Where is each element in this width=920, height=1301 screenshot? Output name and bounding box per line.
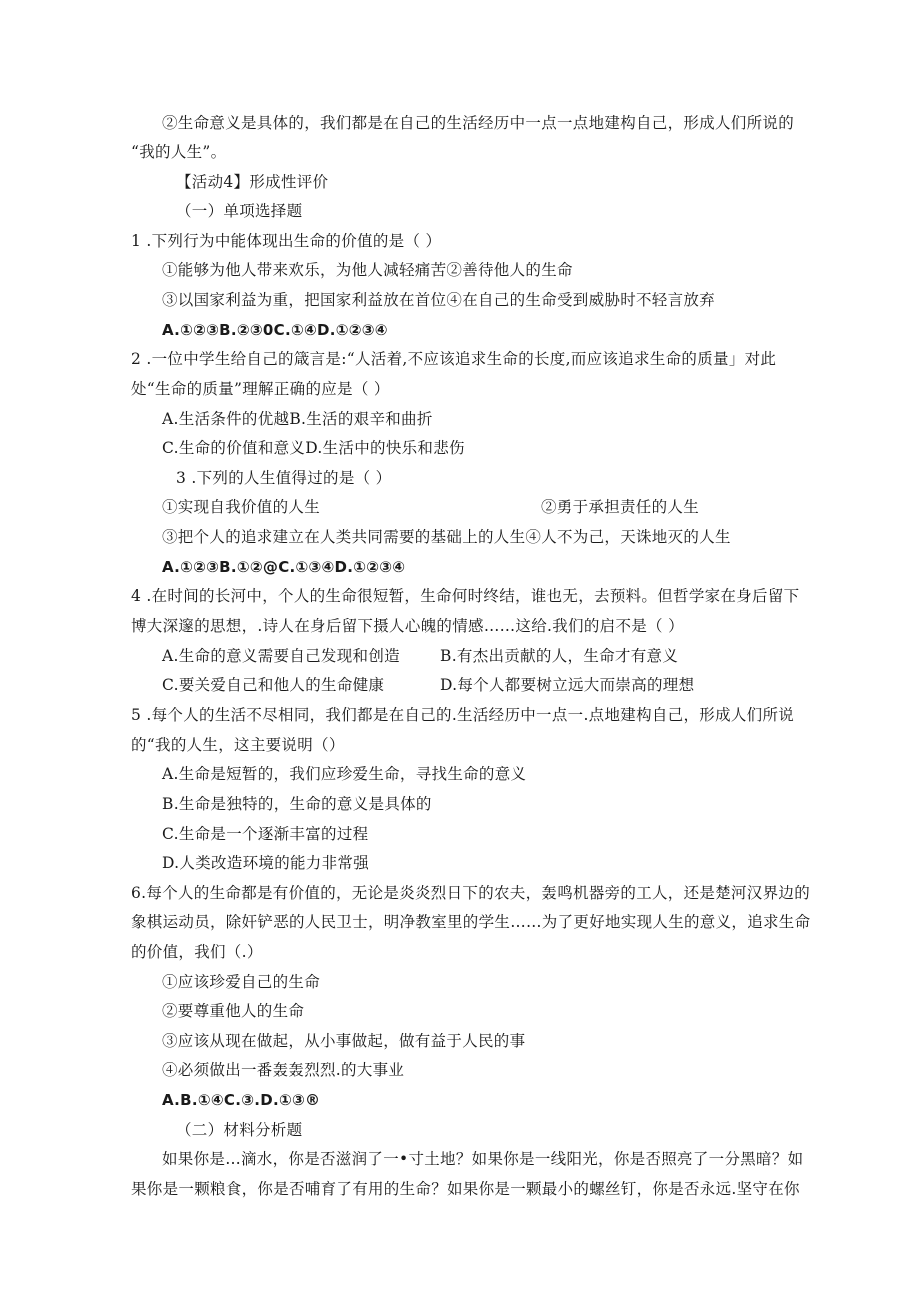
q3-stem: 3 .下列的人生值得过的是（ ） [176, 469, 392, 487]
q5-option-c: C.生命是一个逐渐丰富的过程 [162, 825, 369, 843]
q6-statement-1: ①应该珍爱自己的生命 [162, 973, 321, 991]
q5-option-b: B.生命是独特的，生命的意义是具体的 [162, 795, 432, 813]
intro-line-2: “我的人生”。 [131, 143, 227, 161]
q5-option-d: D.人类改造环境的能力非常强 [162, 854, 370, 872]
q3-statement-1: ①实现自我价值的人生 [162, 498, 321, 516]
q4-stem-line-2: 博大深邃的思想，.诗人在身后留下摄人心魄的情感……这给.我们的启不是（ ） [131, 617, 684, 635]
q6-stem-line-2: 象棋运动员，除奸铲恶的人民卫士，明净教室里的学生……为了更好地实现人生的意义，追求生命 [131, 913, 811, 931]
q2-stem-line-2: 处“生命的质量”理解正确的应是（ ） [131, 380, 390, 398]
q4-stem-line-1: 4 .在时间的长河中，个人的生命很短暂，生命何时终结，谁也无，去预料。但哲学家在身后留下 [131, 587, 800, 605]
q3-statement-3: ③把个人的追求建立在人类共同需要的基础上的人生④人不为己，天诛地灭的人生 [162, 528, 731, 546]
q2-options-ab: A.生活条件的优越B.生活的艰辛和曲折 [162, 410, 433, 428]
q4-option-d: D.每个人都要树立远大而崇高的理想 [440, 676, 695, 694]
q1-statement-1: ①能够为他人带来欢乐，为他人减轻痛苦②善待他人的生命 [162, 261, 573, 279]
q1-statement-2: ③以国家利益为重，把国家利益放在首位④在自己的生命受到威胁时不轻言放弃 [162, 291, 716, 309]
q1-options: A.①②③B.②③0C.①④D.①②③④ [162, 321, 388, 339]
q3-statement-2: ②勇于承担责任的人生 [541, 498, 700, 516]
q6-options: A.B.①④C.③.D.①③® [162, 1091, 321, 1109]
intro-line-1: ②生命意义是具体的，我们都是在自己的生活经历中一点一点地建构自己，形成人们所说的 [162, 114, 795, 132]
q4-option-b: B.有杰出贡献的人，生命才有意义 [440, 647, 679, 665]
q5-stem-line-1: 5 .每个人的生活不尽相同，我们都是在自己的.生活经历中一点一.点地建构自己，形成人们所说 [131, 706, 795, 724]
q4-option-c: C.要关爱自己和他人的生命健康 [162, 676, 385, 694]
material-line-2: 果你是一颗粮食，你是否哺育了有用的生命？如果你是一颗最小的螺丝钉，你是否永远.坚守在你 [131, 1180, 800, 1198]
q5-option-a: A.生命是短暂的，我们应珍爱生命，寻找生命的意义 [162, 765, 527, 783]
q6-statement-4: ④必须做出一番轰轰烈烈.的大事业 [162, 1061, 405, 1079]
q1-stem: 1 .下列行为中能体现出生命的价值的是（ ） [131, 232, 442, 250]
q6-statement-2: ②要尊重他人的生命 [162, 1002, 305, 1020]
q3-options: A.①②③B.①②@C.①③④D.①②③④ [162, 558, 406, 576]
q2-options-cd: C.生命的价值和意义D.生活中的快乐和悲伤 [162, 439, 465, 457]
q6-stem-line-1: 6.每个人的生命都是有价值的，无论是炎炎烈日下的农夫，轰鸣机器旁的工人，还是楚河汉界边的 [131, 884, 810, 902]
q6-stem-line-3: 的价值，我们（.） [131, 943, 263, 961]
material-line-1: 如果你是…滴水，你是否滋润了一•寸土地？如果你是一线阳光，你是否照亮了一分黑暗？如 [162, 1150, 804, 1168]
q2-stem-line-1: 2 .一位中学生给自己的箴言是:“人活着,不应该追求生命的长度,而应该追求生命的质量」对此 [131, 350, 777, 368]
section-2-title: （二）材料分析题 [176, 1121, 303, 1139]
section-1-title: （一）单项选择题 [176, 202, 303, 220]
q4-option-a: A.生命的意义需要自己发现和创造 [162, 647, 400, 665]
activity-title: 【活动4】形成性评价 [176, 173, 329, 191]
q6-statement-3: ③应该从现在做起，从小事做起，做有益于人民的事 [162, 1032, 526, 1050]
q5-stem-line-2: 的“我的人生，这主要说明（） [131, 736, 345, 754]
